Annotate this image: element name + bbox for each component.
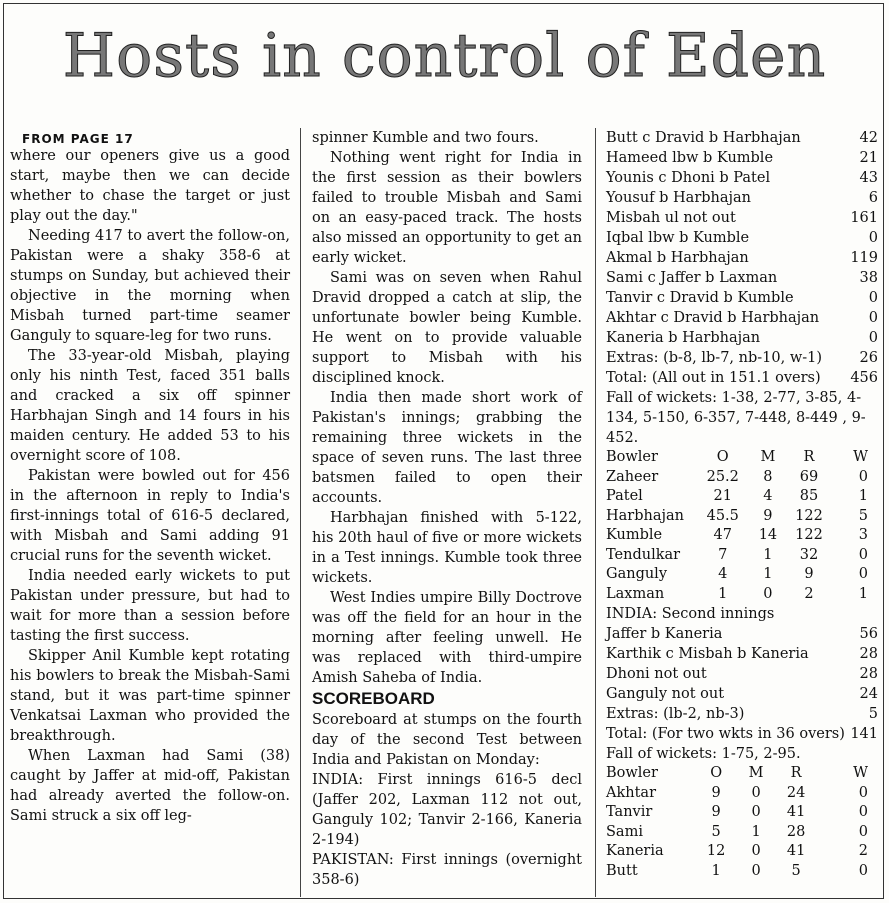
india-fall-of-wickets: Fall of wickets: 1-75, 2-95.: [606, 746, 801, 762]
article-paragraph: spinner Kumble and two fours.: [312, 130, 539, 146]
batting-row: [606, 168, 878, 188]
batting-row: [606, 684, 878, 704]
batsman-entry: Extras: (lb-2, nb-3): [606, 706, 745, 722]
runs-value: 161: [850, 210, 878, 226]
runs-value: 0: [868, 230, 878, 246]
bowling-cell: Ganguly: [606, 566, 668, 582]
article-paragraph: India needed early wickets to put Pakistan under pressure, but had to wait for more than a session before tasting the first success.: [10, 568, 290, 644]
india-second-batting-list: [606, 624, 878, 744]
article-paragraph: Sami was on seven when Rahul Dravid dropped a catch at slip, the unfortunate bowler being Kumble. He went on to provide valuable support to Misbah with his disciplined knock.: [312, 270, 582, 386]
pakistan-first-innings: PAKISTAN: First innings (overnight 358-6): [312, 852, 582, 888]
batsman-entry: Jaffer b Kaneria: [606, 626, 723, 642]
bowling-header-cell: R: [803, 449, 815, 465]
bowling-cell: Butt: [606, 862, 638, 879]
batsman-entry: Total: (For two wkts in 36 overs): [606, 726, 845, 742]
bowling-cell: Kumble: [606, 527, 663, 543]
batting-row: [606, 208, 878, 228]
bowling-cell: Kaneria: [606, 843, 664, 859]
batting-row: [606, 248, 878, 268]
bowling-row: [606, 803, 878, 823]
article-paragraph: where our openers give us a good start, maybe then we can decide whether to chase the target or just play out the day.": [10, 148, 290, 224]
bowling-row: [606, 585, 878, 605]
bowling-cell: 28: [786, 823, 806, 840]
batting-row: [606, 664, 878, 684]
batsman-entry: Akhtar c Dravid b Harbhajan: [606, 310, 820, 326]
bowling-cell: 0: [858, 566, 868, 582]
bowling-cell: Sami: [606, 823, 643, 840]
bowling-cell: 24: [786, 784, 806, 801]
bowling-row: [606, 468, 878, 488]
bowling-cell: 1: [718, 585, 728, 602]
scoreboard-intro: Scoreboard at stumps on the fourth day of the second Test between India and Pakistan on Monday:: [312, 712, 582, 768]
bowling-cell: 41: [786, 804, 806, 820]
bowling-header-row: [606, 448, 878, 468]
bowling-cell: 14: [758, 527, 778, 543]
bowling-cell: Tanvir: [606, 804, 653, 820]
batsman-entry: Yousuf b Harbhajan: [606, 190, 751, 206]
article-paragraph: West Indies umpire Billy Doctrove was off the field for an hour in the morning after feeling unwell. He was replaced with third-umpire Amish Saheba of India.: [312, 590, 582, 686]
batting-row: [606, 368, 878, 388]
bowling-cell: 45.5: [706, 507, 739, 524]
batsman-entry: Dhoni not out: [606, 666, 707, 682]
batsman-entry: Akmal b Harbhajan: [606, 250, 749, 266]
bowling-cell: 1: [763, 566, 773, 582]
bowling-header-cell: M: [760, 449, 776, 465]
bowling-cell: 0: [858, 468, 868, 485]
batsman-entry: Karthik c Misbah b Kaneria: [606, 646, 809, 662]
bowling-row: [606, 546, 878, 566]
bowling-row: [606, 507, 878, 527]
bowling-header-cell: M: [748, 765, 764, 781]
bowling-cell: Akhtar: [606, 784, 656, 801]
continued-kicker: FROM PAGE 17: [22, 132, 134, 146]
bowling-cell: 4: [763, 488, 773, 504]
bowling-cell: 5: [858, 507, 868, 524]
article-paragraph: Nothing went right for India in the first session as their bowlers failed to trouble Misbah and Sami on an easy-paced track. The hosts also missed an opportunity to get an early wicket.: [312, 150, 582, 266]
pakistan-fall-of-wickets: Fall of wickets: 1-38, 2-77, 3-85, 4-134, 5-150, 6-357, 7-448, 8-449 , 9-452.: [606, 390, 866, 446]
article-paragraph: Harbhajan finished with 5-122, his 20th haul of five or more wickets in a Test innings. Kumble took three wickets.: [312, 510, 582, 586]
batsman-entry: Iqbal lbw b Kumble: [606, 230, 750, 246]
india-first-innings: INDIA: First innings 616-5 decl (Jaffer 202, Laxman 112 not out, Ganguly 102; Tanvir 2-166, Kaneria 2-194): [312, 772, 582, 848]
bowling-cell: 5: [791, 862, 801, 879]
article-column-1: [10, 128, 290, 897]
bowling-cell: 122: [795, 527, 823, 543]
batsman-entry: Hameed lbw b Kumble: [606, 150, 774, 166]
bowling-cell: 4: [718, 566, 728, 582]
runs-value: 0: [868, 310, 878, 326]
bowling-cell: 41: [786, 843, 806, 859]
batting-row: [606, 644, 878, 664]
batsman-entry: Kaneria b Harbhajan: [606, 330, 761, 346]
bowling-cell: 8: [763, 468, 773, 485]
runs-value: 56: [859, 626, 878, 642]
bowling-header-cell: Bowler: [606, 449, 658, 465]
runs-value: 24: [859, 686, 878, 702]
bowling-cell: 1: [763, 546, 773, 563]
column-rule: [300, 128, 301, 897]
bowling-row: [606, 526, 878, 546]
column-rule: [595, 128, 596, 897]
batsman-entry: Sami c Jaffer b Laxman: [606, 270, 778, 286]
batting-row: [606, 148, 878, 168]
bowling-cell: Laxman: [606, 585, 665, 602]
bowling-cell: 0: [751, 862, 761, 879]
bowling-cell: Zaheer: [606, 468, 659, 485]
bowling-cell: 1: [711, 862, 721, 879]
bowling-cell: 0: [751, 843, 761, 859]
bowling-header-cell: W: [853, 449, 868, 465]
scorecard-column: [606, 128, 878, 897]
batsman-entry: Extras: (b-8, lb-7, nb-10, w-1): [606, 350, 823, 366]
bowling-cell: 122: [795, 507, 823, 524]
bowling-header-cell: W: [853, 765, 868, 781]
bowling-cell: 1: [858, 585, 868, 602]
bowling-cell: 9: [763, 507, 773, 524]
batting-row: [606, 128, 878, 148]
scoreboard-heading: SCOREBOARD: [312, 689, 435, 708]
bowling-cell: 1: [858, 488, 868, 504]
bowling-cell: 85: [799, 488, 819, 504]
pakistan-bowling-table: [606, 764, 878, 881]
bowling-row: [606, 487, 878, 507]
bowling-cell: 32: [799, 546, 819, 563]
bowling-cell: 0: [858, 546, 868, 563]
runs-value: 5: [868, 706, 878, 722]
batsman-entry: Total: (All out in 151.1 overs): [606, 370, 821, 386]
bowling-row: [606, 565, 878, 585]
article-paragraph: Pakistan were bowled out for 456 in the afternoon in reply to India's first-innings total of 616-5 declared, with Misbah and Sami adding 91 crucial runs for the seventh wicket.: [10, 468, 290, 564]
pakistan-batting-list: [606, 128, 878, 388]
article-paragraph: When Laxman had Sami (38) caught by Jaffer at mid-off, Pakistan had already averted the follow-on. Sami struck a six off leg-: [10, 748, 290, 824]
runs-value: 456: [850, 370, 878, 386]
bowling-cell: 0: [858, 784, 868, 801]
runs-value: 119: [850, 250, 878, 266]
bowling-cell: 2: [804, 585, 814, 602]
batting-row: [606, 288, 878, 308]
runs-value: 21: [859, 150, 878, 166]
batting-row: [606, 624, 878, 644]
india-bowling-table: [606, 448, 878, 604]
bowling-cell: 9: [804, 566, 814, 582]
batting-row: [606, 228, 878, 248]
bowling-cell: 0: [858, 804, 868, 820]
bowling-cell: 0: [751, 804, 761, 820]
runs-value: 141: [850, 726, 878, 742]
bowling-row: [606, 823, 878, 843]
bowling-cell: 21: [713, 488, 732, 504]
bowling-cell: 47: [713, 527, 732, 543]
bowling-cell: 69: [799, 468, 819, 485]
bowling-header-cell: Bowler: [606, 765, 658, 781]
batsman-entry: Tanvir c Dravid b Kumble: [606, 290, 794, 306]
runs-value: 28: [859, 666, 878, 682]
bowling-row: [606, 784, 878, 804]
runs-value: 38: [859, 270, 878, 286]
batsman-entry: Ganguly not out: [606, 686, 725, 702]
bowling-cell: 9: [711, 784, 721, 801]
bowling-header-cell: O: [710, 765, 723, 781]
bowling-cell: Patel: [606, 488, 643, 504]
bowling-cell: 9: [711, 804, 721, 820]
column-1-body: [10, 146, 290, 826]
runs-value: 42: [859, 130, 878, 146]
batsman-entry: Butt c Dravid b Harbhajan: [606, 130, 801, 146]
bowling-cell: 5: [711, 823, 721, 840]
bowling-cell: 0: [763, 585, 773, 602]
bowling-cell: 0: [751, 784, 761, 801]
bowling-cell: 2: [858, 843, 868, 859]
article-column-2: [312, 128, 582, 897]
article-paragraph: Skipper Anil Kumble kept rotating his bowlers to break the Misbah-Sami stand, but it was part-time spinner Venkatsai Laxman who provided the breakthrough.: [10, 648, 290, 744]
runs-value: 26: [859, 350, 878, 366]
batsman-entry: Younis c Dhoni b Patel: [606, 170, 771, 186]
bowling-row: [606, 842, 878, 862]
bowling-cell: 3: [858, 527, 868, 543]
article-paragraph: The 33-year-old Misbah, playing only his ninth Test, faced 351 balls and cracked a six off spinner Harbhajan Singh and 14 fours in his maiden century. He added 53 to his overnight score of 108.: [10, 348, 290, 464]
bowling-header-row: [606, 764, 878, 784]
bowling-cell: 1: [751, 823, 761, 840]
bowling-row: [606, 862, 878, 882]
article-paragraph: India then made short work of Pakistan's innings; grabbing the remaining three wickets in the space of seven runs. The last three batsmen failed to open their accounts.: [312, 390, 582, 506]
bowling-cell: Tendulkar: [606, 546, 681, 563]
batting-row: [606, 308, 878, 328]
bowling-cell: 25.2: [706, 468, 739, 485]
bowling-cell: 0: [858, 862, 868, 879]
batsman-entry: Misbah ul not out: [606, 210, 736, 226]
batting-row: [606, 724, 878, 744]
bowling-cell: 7: [718, 546, 728, 563]
batting-row: [606, 704, 878, 724]
bowling-header-cell: O: [716, 449, 729, 465]
india-second-innings-heading: INDIA: Second innings: [606, 606, 775, 622]
runs-value: 6: [868, 190, 878, 206]
bowling-cell: 0: [858, 823, 868, 840]
runs-value: 0: [868, 330, 878, 346]
runs-value: 43: [859, 170, 878, 186]
column-2-body: [312, 128, 582, 688]
bowling-header-cell: R: [790, 765, 802, 781]
headline: Hosts in control of Eden: [62, 21, 827, 91]
runs-value: 28: [859, 646, 878, 662]
batting-row: [606, 188, 878, 208]
article-paragraph: Needing 417 to avert the follow-on, Pakistan were a shaky 358-6 at stumps on Sunday, but achieved their objective in the morning when Misbah turned part-time seamer Ganguly to square-leg for two runs.: [10, 228, 290, 344]
batting-row: [606, 328, 878, 348]
runs-value: 0: [868, 290, 878, 306]
batting-row: [606, 348, 878, 368]
batting-row: [606, 268, 878, 288]
bowling-cell: 12: [706, 843, 726, 859]
bowling-cell: Harbhajan: [606, 507, 684, 524]
